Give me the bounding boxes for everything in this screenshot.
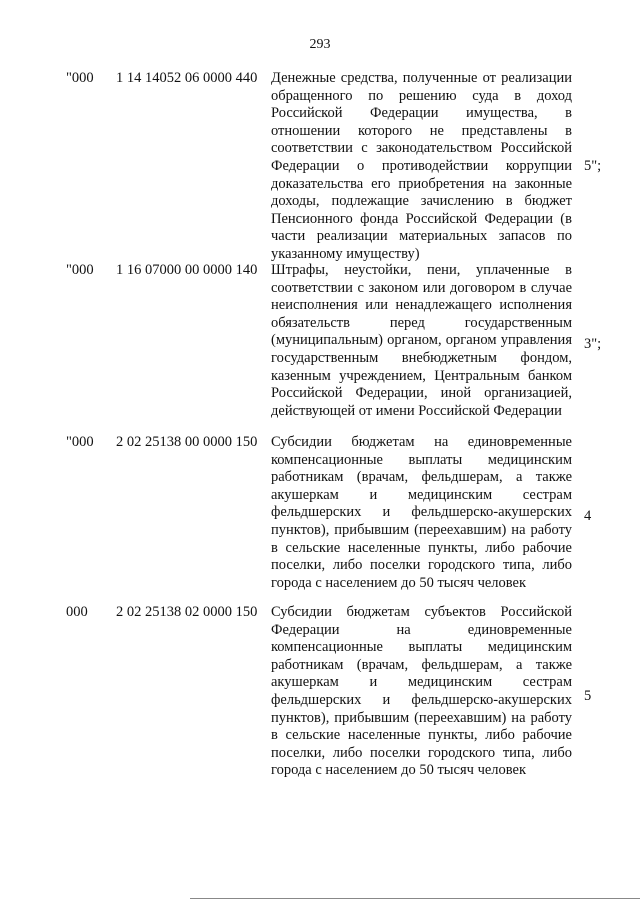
- entry-description: Штрафы, неустойки, пени, уплаченные в соответствии с законом или договором в случае неисполнения или ненадлежащего исполнения обязательств перед государственным (муниципальным) органом, органом управления государственным внебюджетным фондом, казенным учреждением, Центральным банком Российской Федерации, иной организацией, действующей от имени Российской Федерации: [271, 262, 572, 419]
- budget-classification-code: 1 16 07000 00 0000 140: [116, 262, 258, 278]
- budget-classification-code: 2 02 25138 02 0000 150: [116, 604, 258, 620]
- entry-prefix: "000: [66, 434, 94, 450]
- entry-suffix: 5: [584, 688, 592, 704]
- page-number: 293: [309, 37, 331, 52]
- entry-prefix: "000: [66, 70, 94, 86]
- entry-description: Денежные средства, полученные от реализации обращенного по решению суда в доход Российской Федерации имущества, в отношении которого не представлены в соответствии с законодательством Российской Федерации о противодействии коррупции доказательства его приобретения на законные доходы, подлежащие зачислению в бюджет Пенсионного фонда Российской Федерации (в части реализации материальных запасов по указанному имуществу): [271, 70, 572, 262]
- entry-description: Субсидии бюджетам субъектов Российской Федерации на единовременные компенсационные выплаты медицинским работникам (врачам, фельдшерам, а также акушеркам и медицинским сестрам фельдшерских и фельдшерско-акушерских пунктов), прибывшим (переехавшим) на работу в сельские населенные пункты, либо рабочие поселки, либо поселки городского типа, либо города с населением до 50 тысяч человек: [271, 604, 572, 779]
- entry-suffix: 3";: [584, 336, 602, 352]
- entry-description: Субсидии бюджетам на единовременные компенсационные выплаты медицинским работникам (врачам, фельдшерам, а также акушеркам и медицинским сестрам фельдшерских и фельдшерско-акушерских пунктов), прибывшим (переехавшим) на работу в сельские населенные пункты, либо рабочие поселки, либо поселки городского типа, либо города с населением до 50 тысяч человек: [271, 434, 572, 591]
- budget-classification-code: 2 02 25138 00 0000 150: [116, 434, 258, 450]
- entry-prefix: "000: [66, 262, 94, 278]
- entry-prefix: 000: [66, 604, 88, 620]
- entry-suffix: 4: [584, 508, 592, 524]
- scan-edge-line: [190, 898, 640, 899]
- budget-classification-code: 1 14 14052 06 0000 440: [116, 70, 258, 86]
- entry-suffix: 5";: [584, 158, 602, 174]
